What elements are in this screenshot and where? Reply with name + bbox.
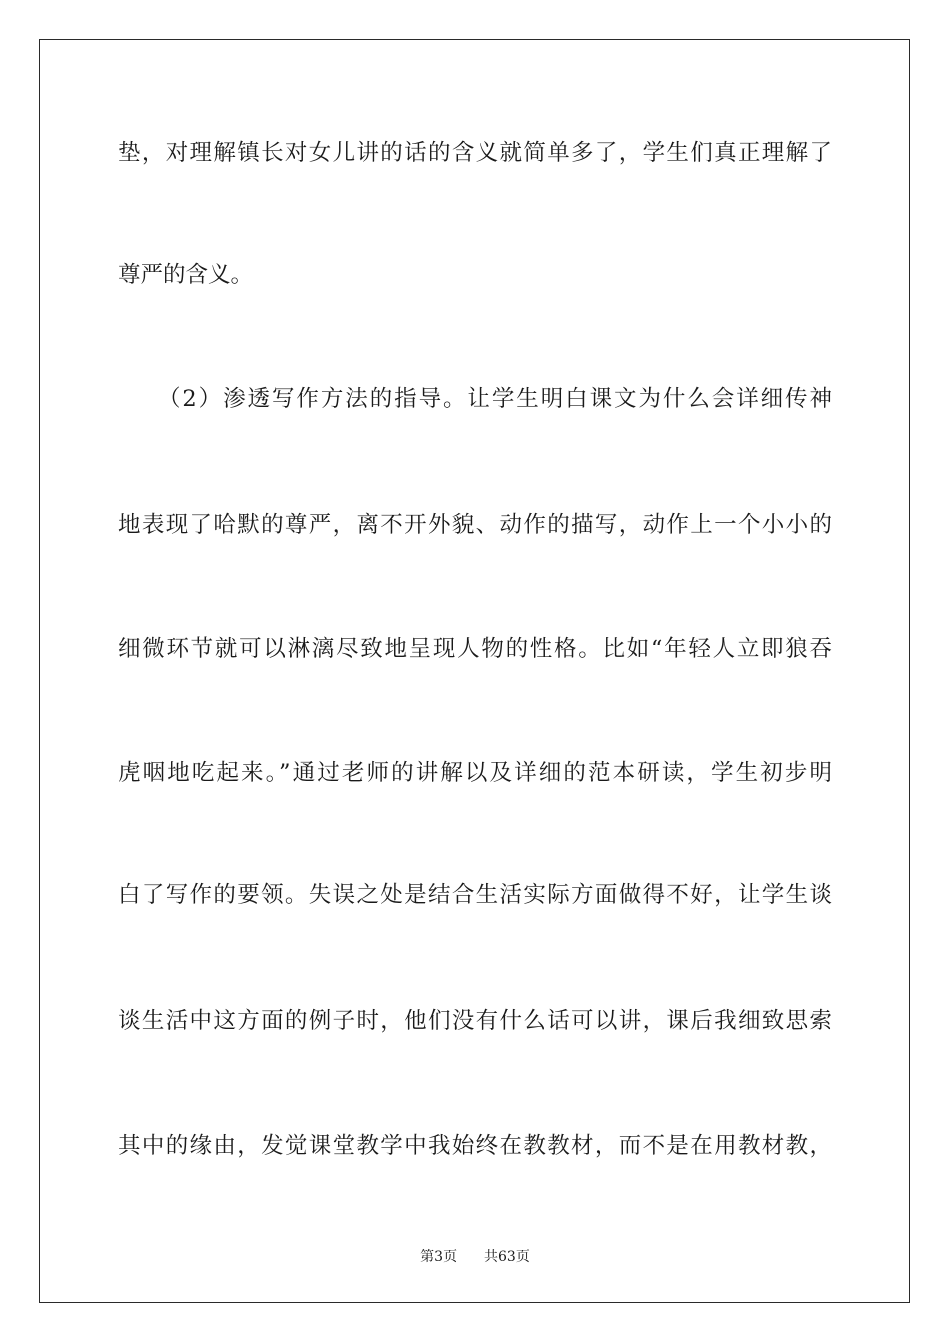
text-line: 垫，对理解镇长对女儿讲的话的含义就简单多了，学生们真正理解了 <box>118 140 832 166</box>
text-line: （2）渗透写作方法的指导。让学生明白课文为什么会详细传神 <box>158 386 832 412</box>
page-border <box>39 39 910 1303</box>
page-total: 共63页 <box>484 1249 530 1265</box>
text-line: 其中的缘由，发觉课堂教学中我始终在教教材，而不是在用教材教， <box>118 1133 832 1159</box>
text-line: 谈生活中这方面的例子时，他们没有什么话可以讲，课后我细致思索 <box>118 1008 832 1034</box>
text-line: 尊严的含义。 <box>118 262 254 288</box>
text-line: 细微环节就可以淋漓尽致地呈现人物的性格。比如“年轻人立即狼吞 <box>118 636 832 662</box>
page-number: 第3页 <box>420 1249 458 1265</box>
text-line: 地表现了哈默的尊严，离不开外貌、动作的描写，动作上一个小小的 <box>118 512 832 538</box>
text-line: 虎咽地吃起来。”通过老师的讲解以及详细的范本研读，学生初步明 <box>118 760 832 786</box>
text-line: 白了写作的要领。失误之处是结合生活实际方面做得不好，让学生谈 <box>118 882 832 908</box>
page-footer <box>0 1248 950 1266</box>
